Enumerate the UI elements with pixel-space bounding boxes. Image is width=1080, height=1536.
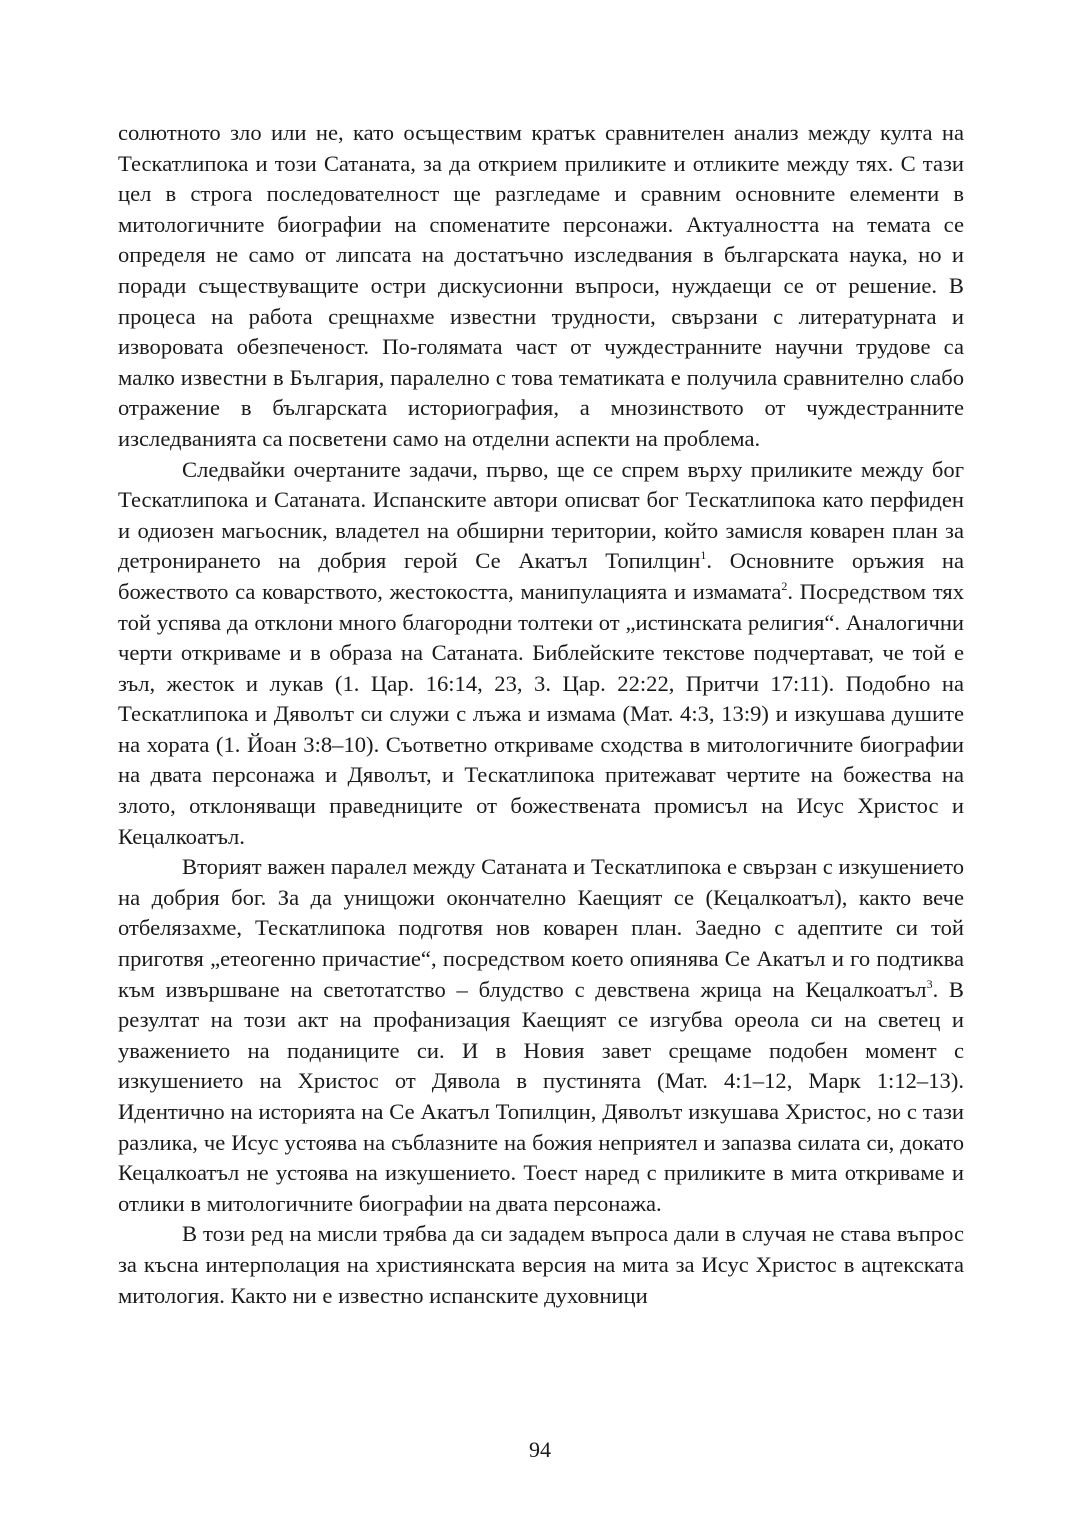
text-segment: . В резултат на този акт на профанизация Каещият се изгубва ореола си на светец и уважението на поданиците си. И в Новия завет срещаме подобен момент с изкушението на Христос от Дявола в пустинята (Мат. 4:1–12, Марк 1:12–13). Идентично на историята на Се Акатъл Топилцин, Дяволът изкушава Христос, но с тази разлика, че Исус устоява на съблазните на божия неприятел и запазва силата си, докато Кецалкоатъл не устоява на изкушението. Тоест наред с приликите в мита откриваме и отлики в митологичните биографии на двата персонажа.	[118, 976, 964, 1216]
text-segment: . Посредством тях той успява да отклони много благородни толтеки от „истинската религия“. Аналогични черти откриваме и в образа на Сатаната. Библейските текстове подчертават, че той е зъл, жесток и лукав (1. Цар. 16:14, 23, 3. Цар. 22:22, Притчи 17:11). Подобно на Тескатлипока и Дяволът си служи с лъжа и измама (Мат. 4:3, 13:9) и изкушава душите на хората (1. Йоан 3:8–10). Съответно откриваме сходства в митологичните биографии на двата персонажа и Дяволът, и Тескатлипока притежават чертите на божества на злото, отклоняващи праведниците от божествената промисъл на Исус Христос и Кецалкоатъл.	[118, 578, 964, 849]
text-segment: Следвайки очертаните задачи, първо, ще се спрем върху приликите между бог Тескатлипока и Сатаната. Испанските автори описват бог Тескатлипока като перфиден и одиозен магьосник, владетел на обширни територии, който замисля коварен план за детронирането на добрия герой Се Акатъл Топилцин	[118, 456, 964, 574]
paragraph-4	[118, 1219, 964, 1311]
footnote-ref-1[interactable]: 1	[700, 548, 707, 563]
paragraph-3	[118, 852, 964, 1219]
page-body	[118, 118, 964, 1311]
text-segment: В този ред на мисли трябва да си зададем въпроса дали в случая не става въпрос за късна интерполация на християнската версия на мита за Исус Христос в ацтекската митология. Както ни е известно испанските духовници	[118, 1221, 964, 1308]
footnote-ref-2[interactable]: 2	[781, 578, 788, 593]
paragraph-1	[118, 118, 964, 455]
page-number: 94	[529, 1437, 551, 1462]
text-segment: Вторият важен паралел между Сатаната и Тескатлипока е свързан с изкушението на добрия бог. За да унищожи окончателно Каещият се (Кецалкоатъл), както вече отбелязахме, Тескатлипока подготвя нов коварен план. Заедно с адептите си той приготвя „етеогенно причастие“, посредством което опиянява Се Акатъл и го подтиква към извършване на светотатство – блудство с девствена жрица на Кецалкоатъл	[118, 854, 964, 1002]
footnote-ref-3[interactable]: 3	[926, 976, 933, 991]
text-segment: . Основните оръжия на божеството са коварството, жестокостта, манипулацията и измамата	[118, 548, 964, 604]
paragraph-2	[118, 455, 964, 853]
text-segment: солютното зло или не, като осъществим кратък сравнителен анализ между култа на Тескатлипока и този Сатаната, за да открием приликите и отликите между тях. С тази цел в строга последователност ще разгледаме и сравним основните елементи в митологичните биографии на споменатите персонажи. Актуалността на темата се определя не само от липсата на достатъчно изследвания в българската наука, но и поради съществуващите остри дискусионни въпроси, нуждаещи се от решение. В процеса на работа срещнахме известни трудности, свързани с литературната и изворовата обезпеченост. По-голямата част от чуждестранните научни трудове са малко известни в България, паралелно с това тематиката е получила сравнително слабо отражение в българската историография, а мнозинството от чуждестранните изследванията са посветени само на отделни аспекти на проблема.	[118, 120, 964, 451]
